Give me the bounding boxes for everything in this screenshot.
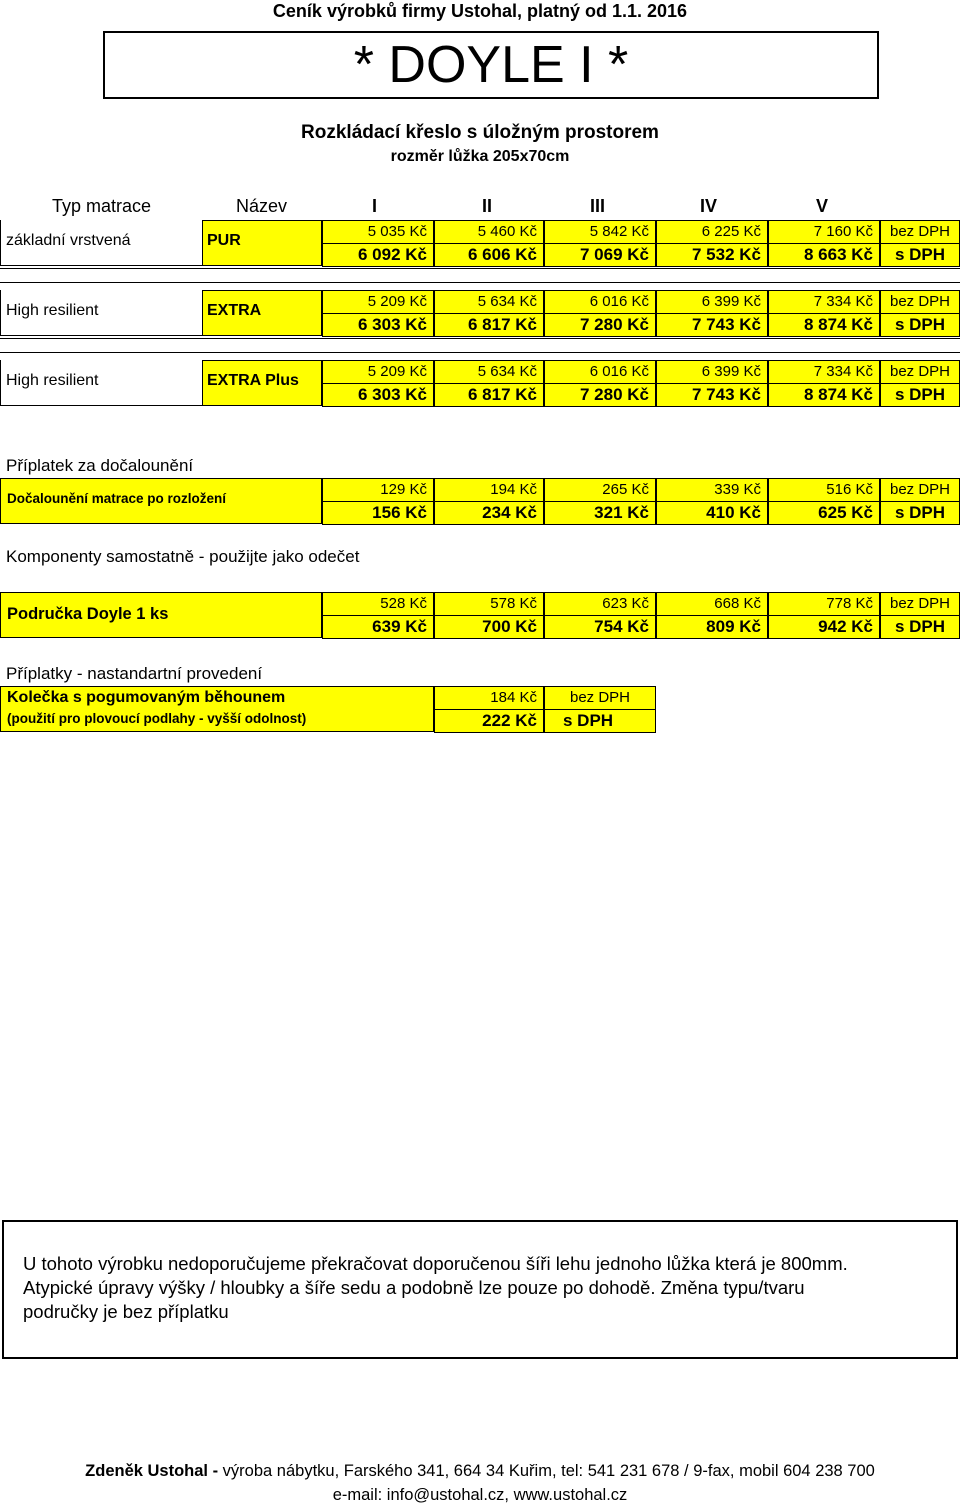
armrest-price-net-3: 623 Kč: [544, 592, 656, 616]
footer-address-text: výroba nábytku, Farského 341, 664 34 Kuřim, tel: 541 231 678 / 9-fax, mobil 604 238 700: [218, 1462, 875, 1480]
grade-header-1: I: [372, 196, 378, 216]
mattress-2-price-tax-gross: s DPH: [880, 313, 960, 337]
wheels-tax-gross: s DPH: [544, 709, 656, 733]
footer-address: [0, 1462, 960, 1481]
upholstery-price-gross-3: 321 Kč: [544, 501, 656, 525]
row-separator: [0, 338, 960, 353]
footer-contact: e-mail: info@ustohal.cz, www.ustohal.cz: [332, 1486, 628, 1504]
mattress-2-price-gross-1: 6 303 Kč: [322, 313, 434, 337]
mattress-1-price-net-2: 5 460 Kč: [434, 220, 544, 244]
mattress-name-label: PUR: [207, 232, 241, 249]
components-section-title: Komponenty samostatně - použijte jako odečet: [6, 547, 360, 566]
mattress-3-price-net-5: 7 334 Kč: [768, 360, 880, 384]
mattress-2-price-net-1: 5 209 Kč: [322, 290, 434, 314]
product-note: [2, 1220, 958, 1359]
mattress-1-price-gross-4: 7 532 Kč: [656, 243, 768, 267]
upholstery-item-box: [0, 478, 322, 524]
row-separator: [0, 268, 960, 283]
armrest-price-tax-net: bez DPH: [880, 592, 960, 616]
mattress-1-price-gross-2: 6 606 Kč: [434, 243, 544, 267]
armrest-price-net-4: 668 Kč: [656, 592, 768, 616]
armrest-price-net-5: 778 Kč: [768, 592, 880, 616]
footer-company: Zdeněk Ustohal -: [85, 1462, 219, 1480]
wheels-tax-net: bez DPH: [544, 686, 656, 710]
wheels-item-note: (použití pro plovoucí podlahy - vyšší odolnost): [7, 711, 307, 726]
product-description: Rozkládací křeslo s úložným prostorem: [301, 122, 659, 143]
armrest-price-tax-gross: s DPH: [880, 615, 960, 639]
mattress-2-price-net-5: 7 334 Kč: [768, 290, 880, 314]
armrest-price-gross-5: 942 Kč: [768, 615, 880, 639]
armrest-price-gross-3: 754 Kč: [544, 615, 656, 639]
mattress-2-price-gross-2: 6 817 Kč: [434, 313, 544, 337]
upholstery-price-net-4: 339 Kč: [656, 478, 768, 502]
mattress-3-price-net-1: 5 209 Kč: [322, 360, 434, 384]
armrest-price-net-1: 528 Kč: [322, 592, 434, 616]
note-line-1: U tohoto výrobku nedoporučujeme překračovat doporučenou šíři lehu jednoho lůžka která je 800mm.: [23, 1253, 848, 1274]
mattress-2-price-gross-5: 8 874 Kč: [768, 313, 880, 337]
mattress-1-price-tax-net: bez DPH: [880, 220, 960, 244]
upholstery-price-gross-5: 625 Kč: [768, 501, 880, 525]
armrest-price-net-2: 578 Kč: [434, 592, 544, 616]
mattress-1-price-net-1: 5 035 Kč: [322, 220, 434, 244]
upholstery-price-gross-1: 156 Kč: [322, 501, 434, 525]
mattress-2-price-gross-3: 7 280 Kč: [544, 313, 656, 337]
mattress-type-label: High resilient: [6, 372, 99, 389]
upholstery-price-gross-2: 234 Kč: [434, 501, 544, 525]
upholstery-item-label: Dočalounění matrace po rozložení: [7, 491, 227, 506]
armrest-price-gross-2: 700 Kč: [434, 615, 544, 639]
mattress-name-label: EXTRA Plus: [207, 372, 299, 389]
mattress-1-price-gross-5: 8 663 Kč: [768, 243, 880, 267]
mattress-3-price-net-2: 5 634 Kč: [434, 360, 544, 384]
extras-section-title: Příplatky - nastandartní provedení: [6, 664, 263, 683]
upholstery-price-net-1: 129 Kč: [322, 478, 434, 502]
grade-header-5: V: [816, 196, 829, 216]
mattress-1-price-net-3: 5 842 Kč: [544, 220, 656, 244]
mattress-1-price-tax-gross: s DPH: [880, 243, 960, 267]
upholstery-price-tax-gross: s DPH: [880, 501, 960, 525]
note-line-3: područky je bez příplatku: [23, 1301, 229, 1322]
mattress-1-price-net-5: 7 160 Kč: [768, 220, 880, 244]
armrest-item-box: [0, 592, 322, 638]
bed-size: rozměr lůžka 205x70cm: [390, 148, 570, 165]
mattress-2-price-tax-net: bez DPH: [880, 290, 960, 314]
mattress-3-price-gross-3: 7 280 Kč: [544, 383, 656, 407]
mattress-2-price-net-2: 5 634 Kč: [434, 290, 544, 314]
mattress-1-price-gross-3: 7 069 Kč: [544, 243, 656, 267]
upholstery-section-title: Příplatek za dočalounění: [6, 456, 194, 475]
wheels-item-box: [0, 686, 434, 732]
mattress-type-label: High resilient: [6, 302, 99, 319]
mattress-3-price-net-4: 6 399 Kč: [656, 360, 768, 384]
mattress-2-price-net-4: 6 399 Kč: [656, 290, 768, 314]
grade-header-4: IV: [700, 196, 718, 216]
mattress-3-price-gross-2: 6 817 Kč: [434, 383, 544, 407]
armrest-price-gross-1: 639 Kč: [322, 615, 434, 639]
armrest-item-label: Područka Doyle 1 ks: [7, 605, 169, 623]
mattress-name-label: EXTRA: [207, 302, 262, 319]
name-header: Název: [236, 196, 288, 216]
mattress-type-header: Typ matrace: [52, 196, 152, 216]
mattress-3-price-tax-gross: s DPH: [880, 383, 960, 407]
wheels-price-net: 184 Kč: [434, 686, 544, 710]
upholstery-price-tax-net: bez DPH: [880, 478, 960, 502]
pricelist-title: Ceník výrobků firmy Ustohal, platný od 1.1. 2016: [272, 1, 688, 21]
upholstery-price-net-5: 516 Kč: [768, 478, 880, 502]
note-line-2: Atypické úpravy výšky / hloubky a šíře sedu a podobně lze pouze po dohodě. Změna typu/tvaru: [23, 1277, 805, 1298]
mattress-3-price-gross-5: 8 874 Kč: [768, 383, 880, 407]
armrest-price-gross-4: 809 Kč: [656, 615, 768, 639]
mattress-type-label: základní vrstvená: [6, 232, 131, 249]
mattress-3-price-tax-net: bez DPH: [880, 360, 960, 384]
grade-header-3: III: [590, 196, 606, 216]
wheels-price-gross: 222 Kč: [434, 709, 544, 733]
mattress-1-price-net-4: 6 225 Kč: [656, 220, 768, 244]
wheels-item-label: Kolečka s pogumovaným běhounem: [7, 689, 286, 706]
upholstery-price-net-2: 194 Kč: [434, 478, 544, 502]
mattress-3-price-net-3: 6 016 Kč: [544, 360, 656, 384]
mattress-3-price-gross-1: 6 303 Kč: [322, 383, 434, 407]
grade-header-2: II: [482, 196, 493, 216]
mattress-2-price-gross-4: 7 743 Kč: [656, 313, 768, 337]
product-name: * DOYLE I *: [103, 31, 879, 99]
mattress-3-price-gross-4: 7 743 Kč: [656, 383, 768, 407]
upholstery-price-gross-4: 410 Kč: [656, 501, 768, 525]
mattress-2-price-net-3: 6 016 Kč: [544, 290, 656, 314]
upholstery-price-net-3: 265 Kč: [544, 478, 656, 502]
mattress-1-price-gross-1: 6 092 Kč: [322, 243, 434, 267]
